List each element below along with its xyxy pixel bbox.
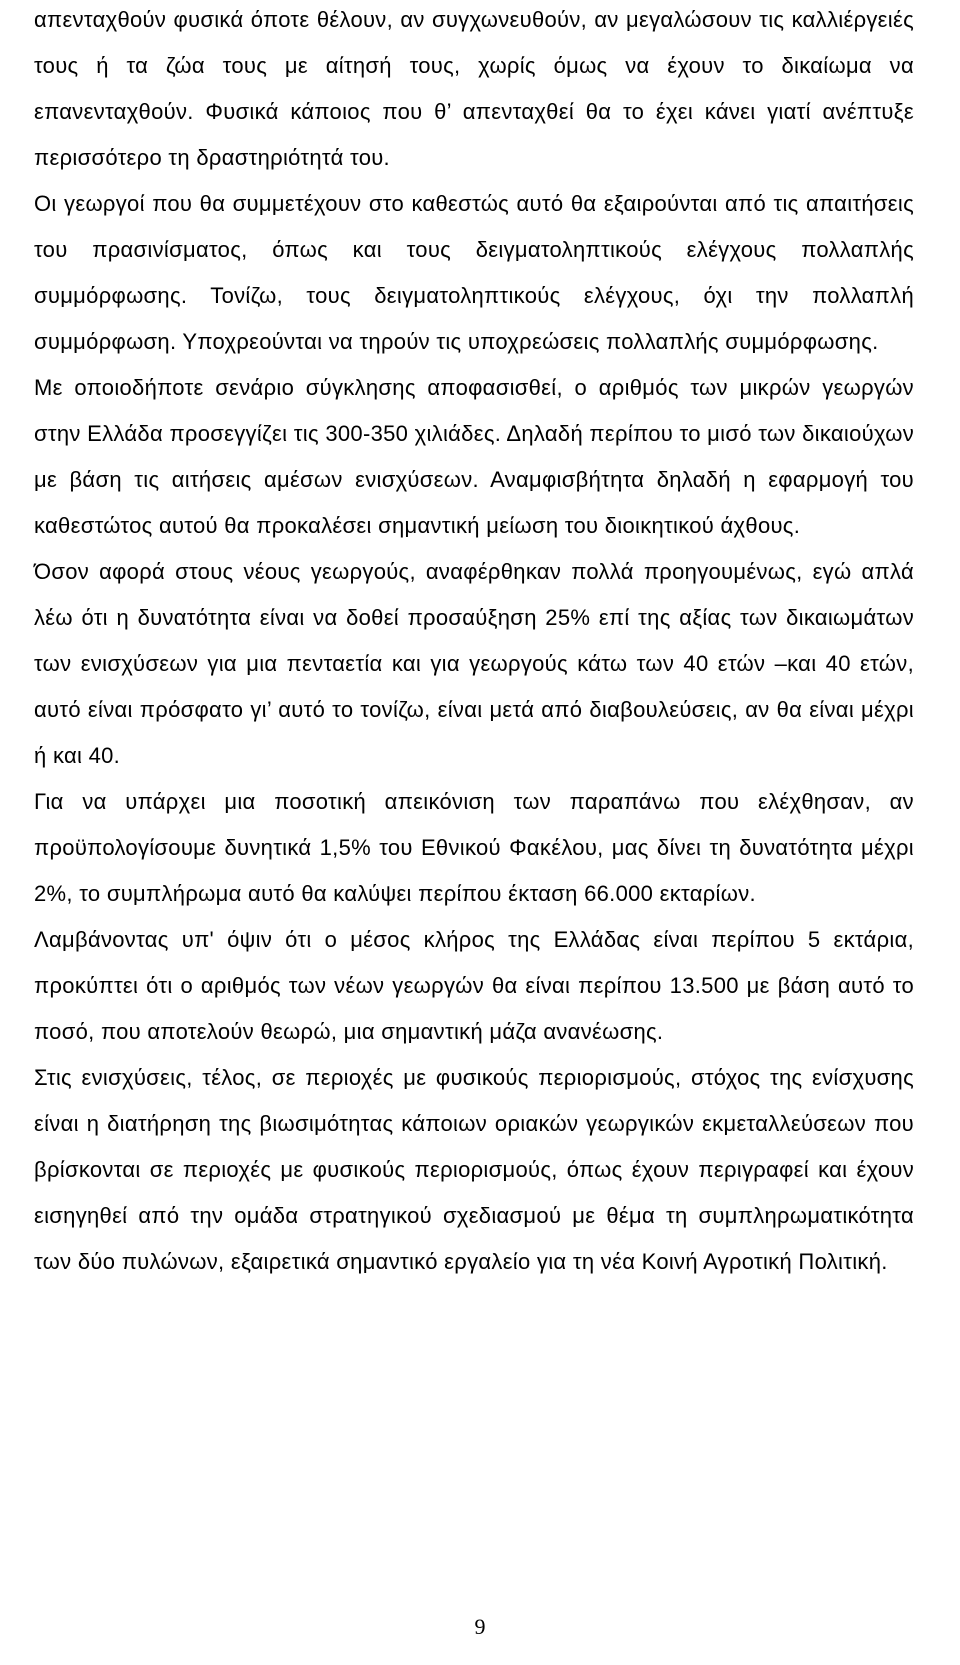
paragraph-5: Για να υπάρχει μια ποσοτική απεικόνιση των παραπάνω που ελέχθησαν, αν προϋπολογίσουμε δυνητικά 1,5% του Εθνικού Φακέλου, μας δίνει τη δυνατότητα μέχρι 2%, το συμπλήρωμα αυτό θα καλύψει περίπου έκταση 66.000 εκταρίων. <box>34 789 914 906</box>
paragraph-4: Όσον αφορά στους νέους γεωργούς, αναφέρθηκαν πολλά προηγουμένως, εγώ απλά λέω ότι η δυνατότητα είναι να δοθεί προσαύξηση 25% επί της αξίας των δικαιωμάτων των ενισχύσεων για μια πενταετία και για γεωργούς κάτω των 40 ετών –και 40 ετών, αυτό είναι πρόσφατο γι’ αυτό το τονίζω, είναι μετά από διαβουλεύσεις, αν θα είναι μέχρι ή και 40. <box>34 559 914 768</box>
paragraph-1: απενταχθούν φυσικά όποτε θέλουν, αν συγχωνευθούν, αν μεγαλώσουν τις καλλιέργειές τους ή τα ζώα τους με αίτησή τους, χωρίς όμως να έχουν το δικαίωμα να επανενταχθούν. Φυσικά κάποιος που θ’ απενταχθεί θα το έχει κάνει γιατί ανέπτυξε περισσότερο τη δραστηριότητά του. <box>34 7 914 170</box>
document-body <box>34 0 914 1285</box>
paragraph-3: Με οποιοδήποτε σενάριο σύγκλησης αποφασισθεί, ο αριθμός των μικρών γεωργών στην Ελλάδα προσεγγίζει τις 300-350 χιλιάδες. Δηλαδή περίπου το μισό των δικαιούχων με βάση τις αιτήσεις αμέσων ενισχύσεων. Αναμφισβήτητα δηλαδή η εφαρμογή του καθεστώτος αυτού θα προκαλέσει σημαντική μείωση του διοικητικού άχθους. <box>34 375 914 538</box>
page-number: 9 <box>474 1614 486 1639</box>
paragraph-7: Στις ενισχύσεις, τέλος, σε περιοχές με φυσικούς περιορισμούς, στόχος της ενίσχυσης είναι η διατήρηση της βιωσιμότητας κάποιων οριακών γεωργικών εκμεταλλεύσεων που βρίσκονται σε περιοχές με φυσικούς περιορισμούς, όπως έχουν περιγραφεί και έχουν εισηγηθεί από την ομάδα στρατηγικού σχεδιασμού με θέμα τη συμπληρωματικότητα των δύο πυλώνων, εξαιρετικά σημαντικό εργαλείο για τη νέα Κοινή Αγροτική Πολιτική. <box>34 1065 914 1274</box>
paragraph-6: Λαμβάνοντας υπ' όψιν ότι ο μέσος κλήρος της Ελλάδας είναι περίπου 5 εκτάρια, προκύπτει ότι ο αριθμός των νέων γεωργών θα είναι περίπου 13.500 με βάση αυτό το ποσό, που αποτελούν θεωρώ, μια σημαντική μάζα ανανέωσης. <box>34 927 914 1044</box>
paragraph-2: Οι γεωργοί που θα συμμετέχουν στο καθεστώς αυτό θα εξαιρούνται από τις απαιτήσεις του πρασινίσματος, όπως και τους δειγματοληπτικούς ελέγχους πολλαπλής συμμόρφωσης. Τονίζω, τους δειγματοληπτικούς ελέγχους, όχι την πολλαπλή συμμόρφωση. Υποχρεούνται να τηρούν τις υποχρεώσεις πολλαπλής συμμόρφωσης. <box>34 191 914 354</box>
